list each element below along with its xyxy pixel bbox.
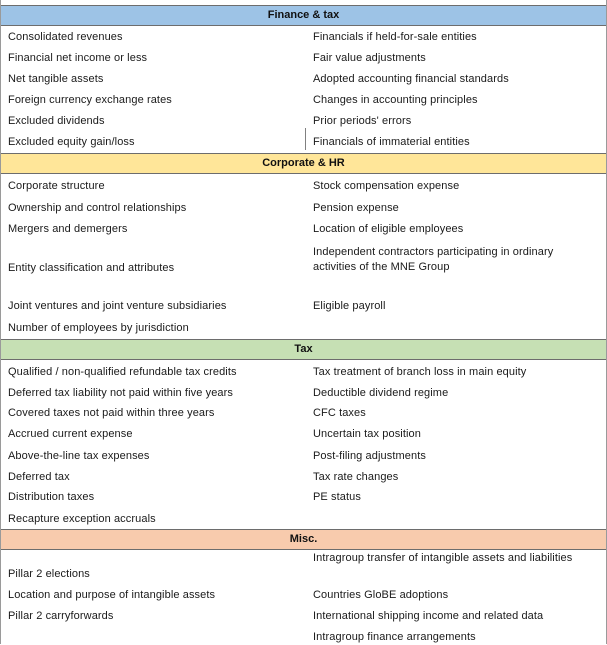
finance-left-item: Excluded dividends	[8, 115, 105, 127]
misc-left-item: Location and purpose of intangible assets	[8, 589, 216, 601]
tax-right-item: Deductible dividend regime	[313, 387, 449, 399]
finance-right-item: Financials if held-for-sale entities	[313, 31, 477, 43]
tax-left-item: Qualified / non-qualified refundable tax credits	[8, 366, 237, 378]
misc-right-item: Intragroup transfer of intangible assets and liabilities	[313, 552, 573, 564]
corporate-left-item: Ownership and control relationships	[8, 202, 187, 214]
finance-left-item: Excluded equity gain/loss	[8, 136, 135, 148]
finance-right-item: Financials of immaterial entities	[313, 136, 470, 148]
corporate-right-item: Eligible payroll	[313, 300, 386, 312]
section-header-tax: Tax	[1, 339, 606, 360]
finance-right-item: Changes in accounting principles	[313, 94, 478, 106]
corporate-right-item: Pension expense	[313, 202, 399, 214]
tax-right-item: Post-filing adjustments	[313, 450, 426, 462]
misc-left-item: Pillar 2 elections	[8, 568, 90, 580]
tax-left-item: Covered taxes not paid within three years	[8, 407, 215, 419]
tax-right-item: CFC taxes	[313, 407, 366, 419]
tax-left-item: Above-the-line tax expenses	[8, 450, 150, 462]
misc-right-item: Intragroup finance arrangements	[313, 631, 476, 643]
corporate-left-item: Joint ventures and joint venture subsidiaries	[8, 300, 227, 312]
tax-left-item: Deferred tax liability not paid within five years	[8, 387, 234, 399]
misc-left-item: Pillar 2 carryforwards	[8, 610, 114, 622]
finance-left-item: Foreign currency exchange rates	[8, 94, 172, 106]
tax-right-item: Tax rate changes	[313, 471, 399, 483]
tax-right-item: Uncertain tax position	[313, 428, 421, 440]
corporate-left-item: Mergers and demergers	[8, 223, 128, 235]
misc-right-item: Countries GloBE adoptions	[313, 589, 449, 601]
corporate-right-item: Independent contractors participating in ordinary activities of the MNE Group	[313, 246, 554, 273]
misc-right-item: International shipping income and related data	[313, 610, 544, 622]
section-header-finance: Finance & tax	[1, 5, 606, 26]
corporate-left-item: Corporate structure	[8, 180, 105, 192]
finance-left-item: Financial net income or less	[8, 52, 148, 64]
tax-left-item: Recapture exception accruals	[8, 513, 156, 525]
finance-left-item: Net tangible assets	[8, 73, 104, 85]
finance-left-item: Consolidated revenues	[8, 31, 123, 43]
tax-left-item: Distribution taxes	[8, 491, 95, 503]
finance-right-item: Prior periods' errors	[313, 115, 412, 127]
corporate-right-item: Stock compensation expense	[313, 180, 460, 192]
finance-right-item: Adopted accounting financial standards	[313, 73, 509, 85]
tax-right-item: Tax treatment of branch loss in main equity	[313, 366, 527, 378]
section-header-misc: Misc.	[1, 529, 606, 550]
column-divider	[305, 128, 306, 150]
corporate-left-item: Number of employees by jurisdiction	[8, 322, 189, 334]
finance-right-item: Fair value adjustments	[313, 52, 426, 64]
corporate-right-item: Location of eligible employees	[313, 223, 464, 235]
tax-right-item: PE status	[313, 491, 361, 503]
tax-left-item: Deferred tax	[8, 471, 70, 483]
corporate-left-item: Entity classification and attributes	[8, 262, 175, 274]
section-header-corporate: Corporate & HR	[1, 153, 606, 174]
tax-left-item: Accrued current expense	[8, 428, 133, 440]
